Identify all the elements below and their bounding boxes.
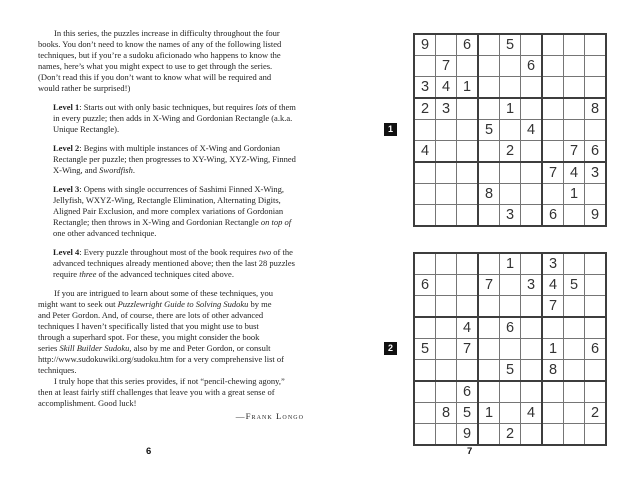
sudoku-cell: 4 — [564, 162, 585, 184]
sudoku-cell — [542, 317, 564, 339]
sudoku-cell: 8 — [436, 403, 457, 424]
sudoku-cell — [478, 56, 500, 77]
author-signature: —Frank Longo — [235, 411, 304, 421]
sudoku-row — [414, 98, 606, 120]
sudoku-cell: 1 — [457, 77, 479, 99]
sudoku-cell: 6 — [585, 339, 607, 360]
sudoku-cell — [457, 162, 479, 184]
sudoku-cell — [542, 424, 564, 446]
sudoku-cell — [542, 98, 564, 120]
paragraph — [53, 143, 324, 176]
sudoku-cell — [585, 275, 607, 296]
sudoku-cell — [564, 56, 585, 77]
sudoku-cell: 2 — [500, 141, 521, 163]
sudoku-cell — [585, 317, 607, 339]
sudoku-cell — [521, 317, 543, 339]
sudoku-cell — [564, 205, 585, 227]
paragraph — [53, 102, 324, 135]
sudoku-cell — [542, 120, 564, 141]
sudoku-cell — [564, 360, 585, 382]
text-line: (Don’t read this if you don’t want to know what will be required and — [38, 72, 272, 82]
text-line: If you are intrigued to learn about some of these techniques, you — [54, 288, 274, 298]
sudoku-cell — [478, 162, 500, 184]
sudoku-cell — [542, 403, 564, 424]
sudoku-cell — [500, 339, 521, 360]
sudoku-cell: 4 — [521, 403, 543, 424]
sudoku-cell — [521, 253, 543, 275]
sudoku-cell — [414, 317, 436, 339]
sudoku-cell — [564, 381, 585, 403]
sudoku-cell — [521, 98, 543, 120]
sudoku-cell — [436, 120, 457, 141]
sudoku-cell: 5 — [500, 34, 521, 56]
sudoku-cell: 3 — [414, 77, 436, 99]
sudoku-cell — [478, 424, 500, 446]
puzzle-1 — [387, 33, 607, 227]
sudoku-grid-1 — [413, 33, 607, 227]
paragraph — [53, 247, 324, 280]
text-line: then at least fairly stiff challenges that leave you with a great sense of — [38, 387, 275, 397]
sudoku-cell — [436, 184, 457, 205]
sudoku-cell — [414, 162, 436, 184]
text-line: techniques I haven’t specifically listed that you might use to bust — [38, 321, 259, 331]
sudoku-row — [414, 162, 606, 184]
sudoku-cell — [436, 162, 457, 184]
sudoku-cell: 5 — [414, 339, 436, 360]
sudoku-cell: 5 — [478, 120, 500, 141]
text-line: Aligned Pair Exclusion, and more complex variations of Gordonian — [53, 206, 284, 216]
sudoku-cell — [478, 77, 500, 99]
sudoku-cell — [585, 381, 607, 403]
text-line: names, here’s what you might expect to use to get through the series. — [38, 61, 273, 71]
sudoku-cell — [564, 98, 585, 120]
sudoku-cell — [500, 184, 521, 205]
text-line: http://www.sudokuwiki.org/sudoku.htm for a very comprehensive list of — [38, 354, 284, 364]
sudoku-cell — [585, 253, 607, 275]
sudoku-row — [414, 77, 606, 99]
text-line: Unique Rectangle). — [53, 124, 120, 134]
sudoku-cell — [436, 424, 457, 446]
sudoku-cell — [564, 339, 585, 360]
sudoku-cell: 5 — [500, 360, 521, 382]
right-page-number: 7 — [467, 446, 473, 457]
sudoku-cell: 6 — [457, 381, 479, 403]
text-line: X-Wing, and Swordfish. — [53, 165, 135, 175]
sudoku-row — [414, 339, 606, 360]
paragraph — [38, 28, 324, 94]
sudoku-cell — [457, 56, 479, 77]
sudoku-row — [414, 205, 606, 227]
sudoku-cell: 6 — [414, 275, 436, 296]
sudoku-cell: 2 — [414, 98, 436, 120]
sudoku-row — [414, 317, 606, 339]
sudoku-cell: 9 — [585, 205, 607, 227]
sudoku-cell — [414, 360, 436, 382]
sudoku-cell: 3 — [542, 253, 564, 275]
sudoku-cell — [521, 34, 543, 56]
sudoku-cell — [478, 205, 500, 227]
sudoku-cell — [585, 184, 607, 205]
sudoku-cell — [500, 381, 521, 403]
puzzle-2 — [387, 252, 607, 446]
sudoku-cell — [414, 56, 436, 77]
sudoku-cell: 6 — [500, 317, 521, 339]
sudoku-cell — [436, 296, 457, 318]
sudoku-cell: 7 — [542, 162, 564, 184]
sudoku-cell — [457, 98, 479, 120]
sudoku-cell — [564, 317, 585, 339]
sudoku-cell — [585, 424, 607, 446]
sudoku-cell — [436, 205, 457, 227]
sudoku-cell: 7 — [542, 296, 564, 318]
sudoku-cell — [457, 205, 479, 227]
sudoku-cell: 8 — [585, 98, 607, 120]
sudoku-cell — [542, 77, 564, 99]
sudoku-cell — [564, 253, 585, 275]
sudoku-cell — [500, 275, 521, 296]
text-line: one other advanced technique. — [53, 228, 157, 238]
sudoku-cell — [500, 120, 521, 141]
text-line: Rectangle; then throws in X-Wing and Gordonian Rectangle on top of — [53, 217, 292, 227]
sudoku-cell — [478, 253, 500, 275]
sudoku-cell — [585, 34, 607, 56]
text-line: techniques, but if you’re a sudoku aficionado who happens to know the — [38, 50, 281, 60]
sudoku-cell — [478, 317, 500, 339]
sudoku-cell — [414, 253, 436, 275]
sudoku-cell — [500, 296, 521, 318]
sudoku-cell — [521, 424, 543, 446]
sudoku-cell — [585, 360, 607, 382]
text-line: require three of the advanced techniques cited above. — [53, 269, 234, 279]
text-line: Rectangle per puzzle; then progresses to XY-Wing, XYZ-Wing, Finned — [53, 154, 296, 164]
sudoku-cell: 3 — [500, 205, 521, 227]
sudoku-cell — [521, 162, 543, 184]
sudoku-cell — [542, 141, 564, 163]
sudoku-cell — [500, 162, 521, 184]
text-line: in every puzzle; then adds in X-Wing and Gordonian Rectangle (a.k.a. — [53, 113, 293, 123]
sudoku-row — [414, 296, 606, 318]
text-line: advanced techniques already mentioned above; then the last 28 puzzles — [53, 258, 295, 268]
sudoku-cell: 6 — [521, 56, 543, 77]
left-page-text-block — [38, 28, 324, 422]
sudoku-cell: 6 — [585, 141, 607, 163]
paragraph — [53, 184, 324, 239]
sudoku-cell — [564, 403, 585, 424]
sudoku-cell — [564, 424, 585, 446]
sudoku-cell — [542, 184, 564, 205]
sudoku-row — [414, 424, 606, 446]
sudoku-cell — [521, 296, 543, 318]
sudoku-cell — [585, 120, 607, 141]
sudoku-cell — [414, 120, 436, 141]
sudoku-cell — [436, 360, 457, 382]
sudoku-cell: 1 — [478, 403, 500, 424]
sudoku-cell — [521, 339, 543, 360]
text-line: series Skill Builder Sudoku, also by me and Peter Gordon, or consult — [38, 343, 271, 353]
sudoku-cell — [500, 56, 521, 77]
sudoku-cell — [500, 77, 521, 99]
text-line: techniques. — [38, 365, 77, 375]
sudoku-cell — [478, 381, 500, 403]
text-line: In this series, the puzzles increase in difficulty throughout the four — [54, 28, 280, 38]
sudoku-cell: 1 — [564, 184, 585, 205]
sudoku-cell — [457, 253, 479, 275]
sudoku-cell — [585, 77, 607, 99]
sudoku-row — [414, 56, 606, 77]
sudoku-cell — [521, 141, 543, 163]
sudoku-cell: 1 — [500, 98, 521, 120]
sudoku-cell: 1 — [500, 253, 521, 275]
paragraph — [38, 376, 324, 409]
sudoku-cell: 4 — [436, 77, 457, 99]
sudoku-cell — [585, 56, 607, 77]
sudoku-cell: 4 — [521, 120, 543, 141]
text-line: might want to seek out Puzzlewright Guide to Solving Sudoku by me — [38, 299, 272, 309]
sudoku-cell: 9 — [414, 34, 436, 56]
sudoku-cell — [521, 205, 543, 227]
sudoku-cell — [414, 184, 436, 205]
sudoku-cell — [564, 77, 585, 99]
sudoku-cell — [436, 339, 457, 360]
sudoku-cell — [542, 381, 564, 403]
sudoku-cell — [500, 403, 521, 424]
sudoku-cell: 4 — [542, 275, 564, 296]
sudoku-cell: 7 — [457, 339, 479, 360]
sudoku-row — [414, 34, 606, 56]
sudoku-cell — [457, 275, 479, 296]
text-line: and Peter Gordon. And, of course, there are lots of other advanced — [38, 310, 264, 320]
sudoku-cell — [457, 120, 479, 141]
sudoku-cell: 5 — [564, 275, 585, 296]
sudoku-cell — [457, 184, 479, 205]
sudoku-row — [414, 184, 606, 205]
sudoku-cell: 7 — [478, 275, 500, 296]
sudoku-cell — [457, 141, 479, 163]
text-line: would rather be surprised!) — [38, 83, 131, 93]
sudoku-cell: 8 — [542, 360, 564, 382]
sudoku-cell — [585, 296, 607, 318]
sudoku-cell: 4 — [457, 317, 479, 339]
text-line: accomplishment. Good luck! — [38, 398, 137, 408]
sudoku-cell — [521, 184, 543, 205]
sudoku-row — [414, 120, 606, 141]
sudoku-cell — [436, 275, 457, 296]
puzzle-2-label-badge: 2 — [384, 342, 397, 355]
sudoku-cell — [478, 141, 500, 163]
sudoku-cell: 4 — [414, 141, 436, 163]
sudoku-cell: 6 — [542, 205, 564, 227]
sudoku-row — [414, 275, 606, 296]
sudoku-cell — [436, 381, 457, 403]
sudoku-cell — [564, 120, 585, 141]
sudoku-cell: 8 — [478, 184, 500, 205]
text-line: through a superhard spot. For these, you might consider the book — [38, 332, 260, 342]
sudoku-cell — [414, 296, 436, 318]
sudoku-cell — [564, 296, 585, 318]
text-line: books. You don’t need to know the names of any of the following listed — [38, 39, 282, 49]
sudoku-cell — [457, 360, 479, 382]
sudoku-cell — [542, 34, 564, 56]
left-page-number: 6 — [146, 446, 152, 457]
sudoku-cell — [478, 360, 500, 382]
sudoku-cell — [414, 403, 436, 424]
sudoku-cell — [564, 34, 585, 56]
sudoku-cell — [414, 205, 436, 227]
sudoku-cell — [542, 56, 564, 77]
paragraph — [38, 288, 324, 376]
sudoku-cell: 2 — [500, 424, 521, 446]
sudoku-grid-2 — [413, 252, 607, 446]
sudoku-cell — [436, 141, 457, 163]
sudoku-row — [414, 253, 606, 275]
sudoku-cell: 7 — [564, 141, 585, 163]
sudoku-cell — [478, 98, 500, 120]
sudoku-row — [414, 403, 606, 424]
text-line: Level 2: Begins with multiple instances of X-Wing and Gordonian — [53, 143, 280, 153]
puzzle-1-label-badge: 1 — [384, 123, 397, 136]
sudoku-row — [414, 360, 606, 382]
sudoku-cell: 7 — [436, 56, 457, 77]
sudoku-cell: 6 — [457, 34, 479, 56]
text-line: Level 4: Every puzzle throughout most of the book requires two of the — [53, 247, 293, 257]
sudoku-cell: 2 — [585, 403, 607, 424]
sudoku-cell — [478, 339, 500, 360]
sudoku-cell — [414, 424, 436, 446]
sudoku-cell — [521, 381, 543, 403]
sudoku-row — [414, 381, 606, 403]
text-line: Level 1: Starts out with only basic techniques, but requires lots of them — [53, 102, 296, 112]
sudoku-cell — [521, 360, 543, 382]
sudoku-cell: 3 — [436, 98, 457, 120]
text-line: I truly hope that this series provides, if not “pencil-chewing agony,” — [54, 376, 285, 386]
sudoku-cell — [436, 317, 457, 339]
sudoku-cell: 3 — [521, 275, 543, 296]
sudoku-cell: 9 — [457, 424, 479, 446]
sudoku-cell — [436, 253, 457, 275]
sudoku-cell — [478, 34, 500, 56]
sudoku-cell — [521, 77, 543, 99]
sudoku-cell: 1 — [542, 339, 564, 360]
sudoku-row — [414, 141, 606, 163]
sudoku-cell — [457, 296, 479, 318]
sudoku-cell: 5 — [457, 403, 479, 424]
sudoku-cell — [436, 34, 457, 56]
sudoku-cell — [414, 381, 436, 403]
sudoku-cell: 3 — [585, 162, 607, 184]
text-line: Level 3: Opens with single occurrences of Sashimi Finned X-Wing, — [53, 184, 285, 194]
sudoku-cell — [478, 296, 500, 318]
text-line: Jellyfish, WXYZ-Wing, Rectangle Elimination, Alternating Digits, — [53, 195, 281, 205]
